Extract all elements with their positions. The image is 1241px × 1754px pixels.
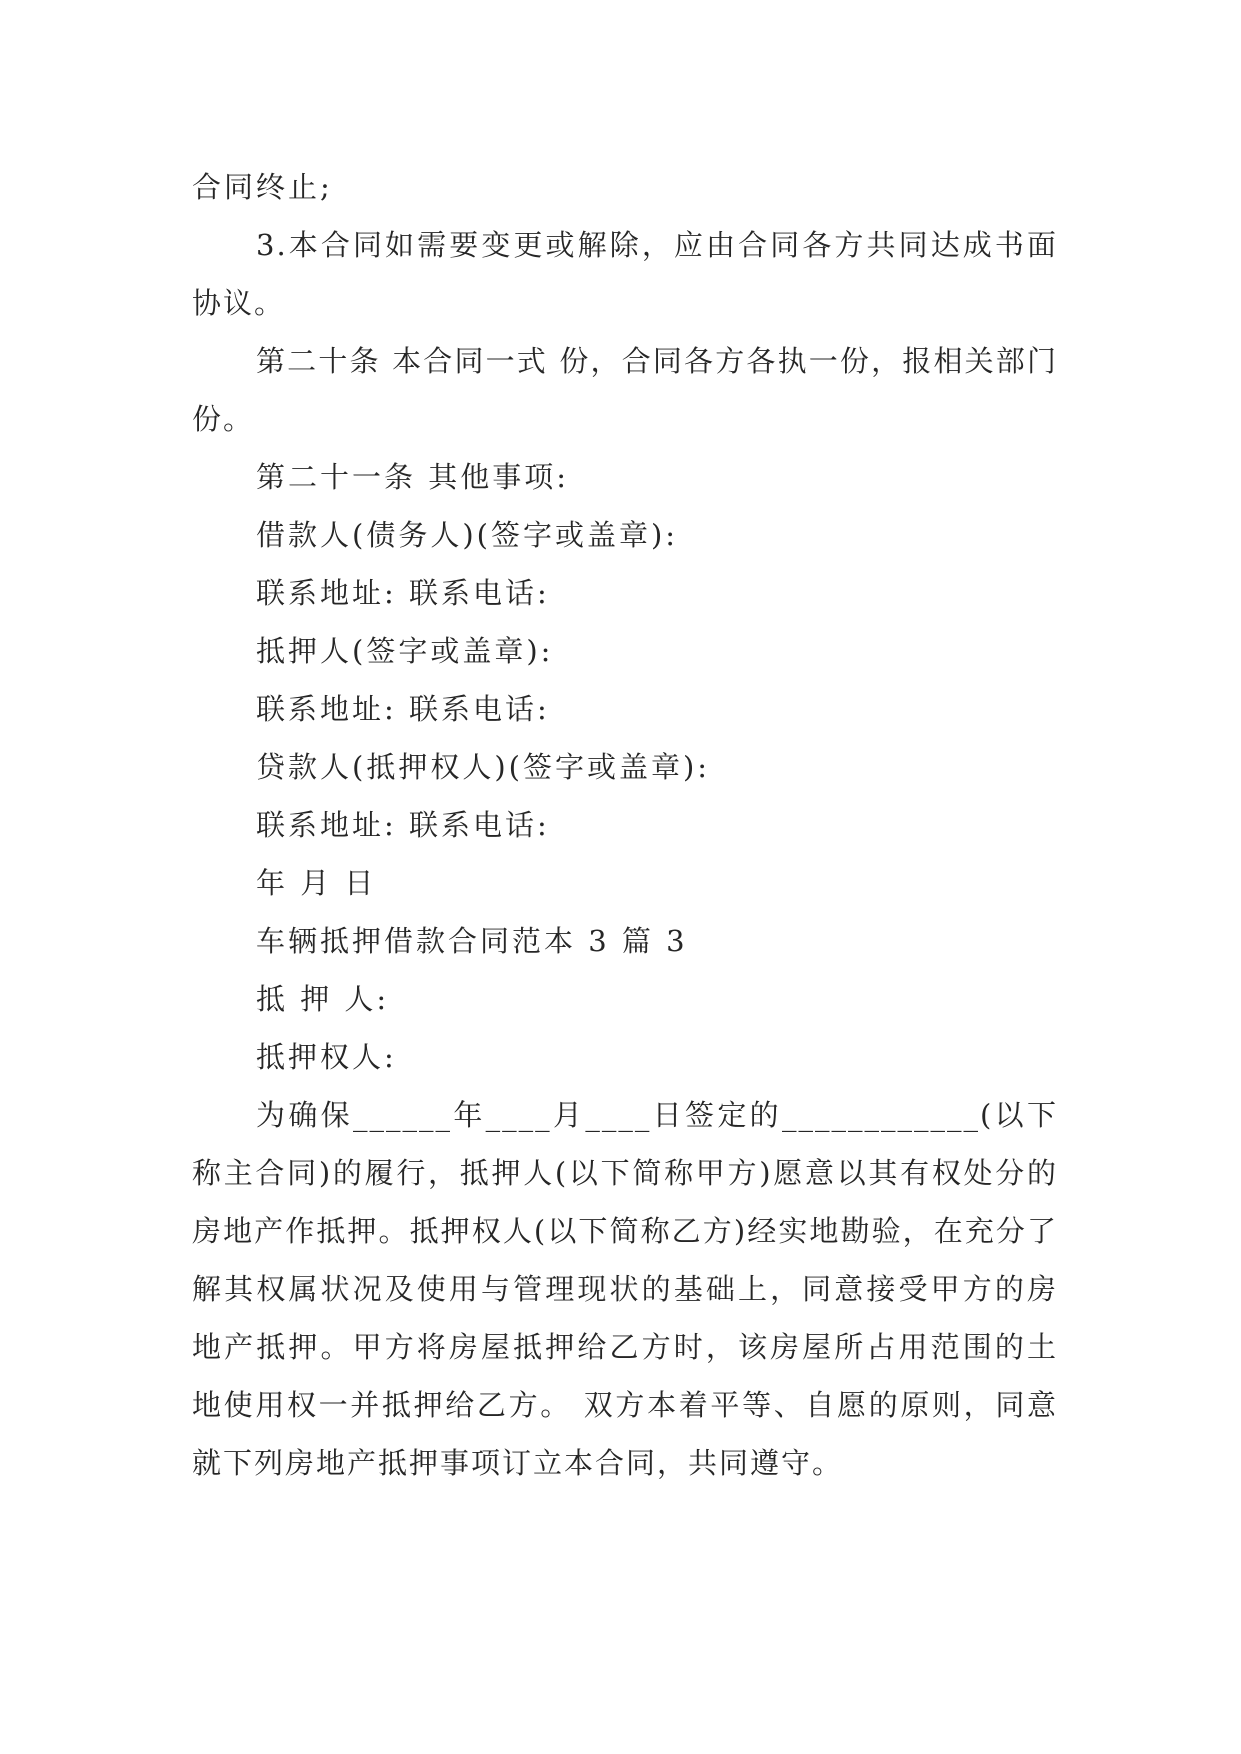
text-line-mortgagor: 抵 押 人:	[256, 982, 390, 1016]
document-body	[192, 158, 1058, 1492]
paragraph-preamble: 为确保______年____月____日签定的____________(以下称主合同)的履行，抵押人(以下简称甲方)愿意以其有权处分的房地产作抵押。抵押权人(以下简称乙方)经实地勘验，在充分了解其权属状况及使用与管理现状的基础上，同意接受甲方的房地产抵押。甲方将房屋抵押给乙方时，该房屋所占用范围的土地使用权一并抵押给乙方。 双方本着平等、自愿的原则，同意就下列房地产抵押事项订立本合同，共同遵守。	[192, 1098, 1058, 1480]
text-line-article-21: 第二十一条 其他事项:	[256, 460, 569, 494]
text-line-lender-contact: 联系地址: 联系电话:	[256, 808, 550, 842]
text-line-mortgagor-signature: 抵押人(签字或盖章):	[256, 634, 554, 668]
text-line-borrower-contact: 联系地址: 联系电话:	[256, 576, 550, 610]
text-line-mortgagor-contact: 联系地址: 联系电话:	[256, 692, 550, 726]
text-line-mortgagee: 抵押权人:	[256, 1040, 397, 1074]
section-title: 车辆抵押借款合同范本 3 篇 3	[256, 924, 688, 958]
paragraph-article-20: 第二十条 本合同一式 份，合同各方各执一份，报相关部门 份。	[192, 344, 1058, 436]
text-line-borrower-signature: 借款人(债务人)(签字或盖章):	[256, 518, 679, 552]
text-line-date: 年 月 日	[256, 866, 377, 900]
text-line-lender-signature: 贷款人(抵押权人)(签字或盖章):	[256, 750, 711, 784]
text-line-contract-termination: 合同终止;	[192, 170, 333, 204]
paragraph-clause-3: 3.本合同如需要变更或解除，应由合同各方共同达成书面协议。	[192, 228, 1058, 320]
